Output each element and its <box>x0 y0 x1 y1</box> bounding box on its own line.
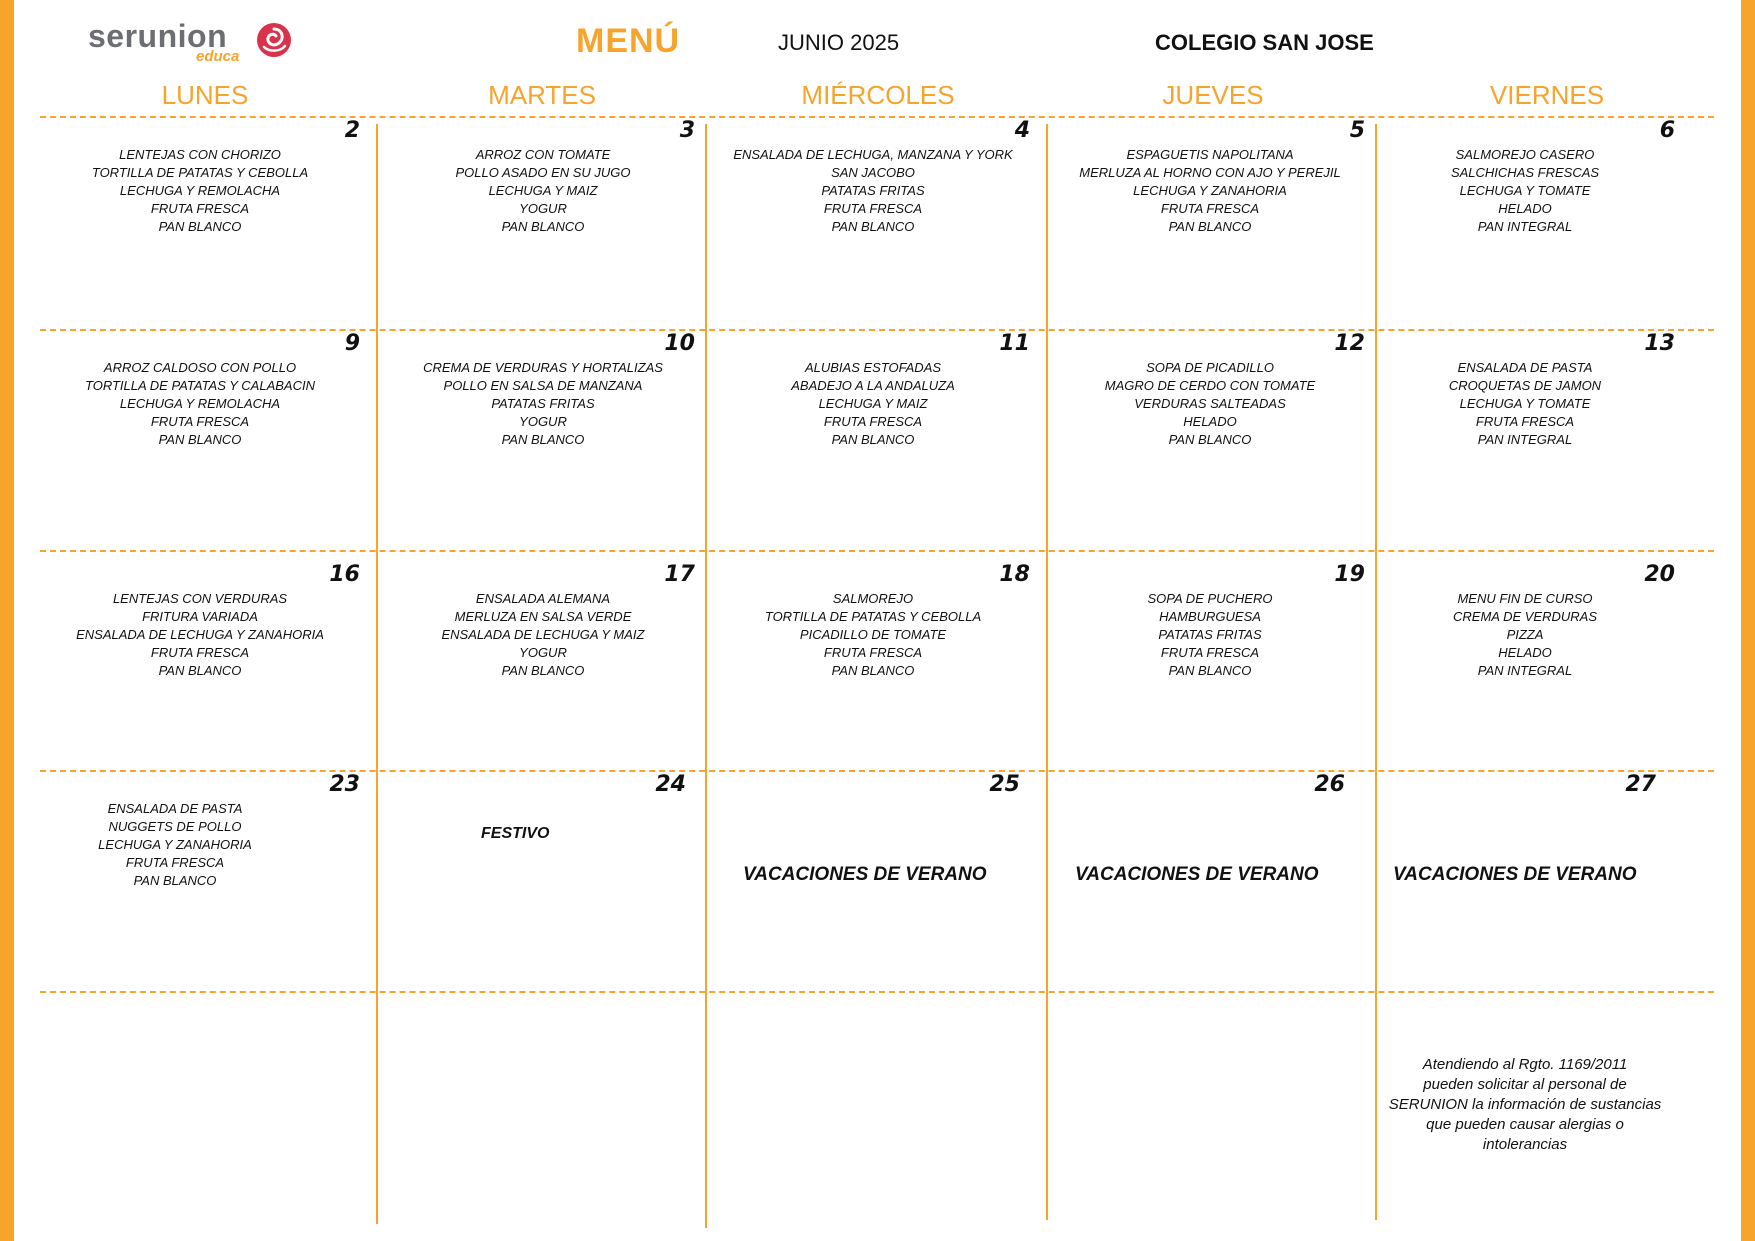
menu-item: ENSALADA DE LECHUGA Y MAIZ <box>441 627 645 642</box>
menu-item: PAN INTEGRAL <box>1477 432 1573 447</box>
note-line: pueden solicitar al personal de <box>1423 1076 1627 1093</box>
menu-item: HAMBURGUESA <box>1159 609 1261 624</box>
menu-item: LECHUGA Y ZANAHORIA <box>98 837 252 852</box>
menu-items <box>723 590 1023 680</box>
day-header-viernes: VIERNES <box>1489 80 1605 110</box>
menu-item: YOGUR <box>519 645 567 660</box>
holiday-label: FESTIVO <box>481 825 550 842</box>
menu-item: SALCHICHAS FRESCAS <box>1450 165 1600 180</box>
day-number: 17 <box>664 562 695 587</box>
menu-item: PAN INTEGRAL <box>1477 663 1573 678</box>
menu-item: PAN BLANCO <box>831 219 915 234</box>
menu-item: ARROZ CON TOMATE <box>475 147 611 162</box>
menu-items <box>60 590 340 680</box>
menu-item: MENU FIN DE CURSO <box>1457 591 1593 606</box>
menu-item: YOGUR <box>519 414 567 429</box>
day-number: 2 <box>344 118 360 143</box>
day-header-jueves: JUEVES <box>1162 80 1264 110</box>
menu-item: PATATAS FRITAS <box>1158 627 1262 642</box>
menu-item: FRUTA FRESCA <box>1160 201 1260 216</box>
menu-item: ALUBIAS ESTOFADAS <box>804 360 942 375</box>
menu-item: FRITURA VARIADA <box>142 609 258 624</box>
menu-item: CROQUETAS DE JAMON <box>1448 378 1602 393</box>
serunion-logo <box>88 18 298 66</box>
menu-item: PAN BLANCO <box>1168 432 1252 447</box>
day-number: 19 <box>1334 562 1365 587</box>
row-divider <box>40 991 1714 993</box>
menu-title: MENÚ <box>576 22 681 60</box>
left-border-bar <box>0 0 14 1241</box>
day-number: 4 <box>1014 118 1030 143</box>
menu-item: SALMOREJO <box>832 591 914 606</box>
day-number: 12 <box>1334 331 1365 356</box>
menu-item: TORTILLA DE PATATAS Y CEBOLLA <box>764 609 982 624</box>
row-divider <box>40 329 1714 331</box>
note-line: intolerancias <box>1482 1136 1568 1153</box>
menu-item: LECHUGA Y TOMATE <box>1459 183 1591 198</box>
menu-item: PAN BLANCO <box>158 219 242 234</box>
day-number: 13 <box>1644 331 1675 356</box>
column-divider <box>1375 124 1377 1220</box>
menu-item: CREMA DE VERDURAS <box>1453 609 1597 624</box>
day-number: 10 <box>664 331 695 356</box>
day-number: 18 <box>999 562 1030 587</box>
note-line: SERUNION la información de sustancias <box>1388 1096 1662 1113</box>
menu-item: PAN INTEGRAL <box>1477 219 1573 234</box>
menu-item: FRUTA FRESCA <box>150 201 250 216</box>
menu-item: LECHUGA Y REMOLACHA <box>119 396 281 411</box>
day-number: 27 <box>1625 772 1656 797</box>
menu-items <box>55 800 295 890</box>
menu-item: TORTILLA DE PATATAS Y CALABACIN <box>85 378 315 393</box>
menu-item: SAN JACOBO <box>831 165 915 180</box>
day-number: 9 <box>344 331 360 356</box>
menu-items <box>393 590 693 680</box>
menu-item: LECHUGA Y MAIZ <box>818 396 928 411</box>
day-number: 25 <box>989 772 1020 797</box>
menu-item: PATATAS FRITAS <box>491 396 595 411</box>
menu-items <box>60 359 340 449</box>
menu-item: ARROZ CALDOSO CON POLLO <box>103 360 297 375</box>
menu-items <box>393 146 693 236</box>
menu-item: YOGUR <box>519 201 567 216</box>
day-number: 26 <box>1314 772 1345 797</box>
menu-item: CREMA DE VERDURAS Y HORTALIZAS <box>423 360 663 375</box>
day-number: 3 <box>679 118 695 143</box>
menu-item: FRUTA FRESCA <box>1160 645 1260 660</box>
row-divider <box>40 550 1714 552</box>
vacation-label: VACACIONES DE VERANO <box>743 864 987 885</box>
menu-item: LECHUGA Y REMOLACHA <box>119 183 281 198</box>
menu-item: LENTEJAS CON CHORIZO <box>119 147 281 162</box>
menu-item: LECHUGA Y MAIZ <box>488 183 598 198</box>
menu-item: MERLUZA EN SALSA VERDE <box>454 609 632 624</box>
column-divider <box>705 124 707 1228</box>
menu-item: FRUTA FRESCA <box>823 645 923 660</box>
logo-text: serunion <box>88 18 228 54</box>
month-label: JUNIO 2025 <box>778 30 900 55</box>
menu-item: PATATAS FRITAS <box>821 183 925 198</box>
logo-subtext: educa <box>196 48 240 65</box>
menu-item: PAN BLANCO <box>831 432 915 447</box>
menu-item: ENSALADA DE LECHUGA Y ZANAHORIA <box>76 627 324 642</box>
menu-item: FRUTA FRESCA <box>150 645 250 660</box>
rose-logo-icon <box>254 20 294 60</box>
menu-item: PAN BLANCO <box>831 663 915 678</box>
day-number: 24 <box>655 772 686 797</box>
menu-item: VERDURAS SALTEADAS <box>1134 396 1286 411</box>
right-border-bar <box>1741 0 1755 1241</box>
menu-item: MERLUZA AL HORNO CON AJO Y PEREJIL <box>1079 165 1341 180</box>
menu-item: SOPA DE PUCHERO <box>1147 591 1273 606</box>
menu-items <box>1390 146 1660 236</box>
menu-item: FRUTA FRESCA <box>1475 414 1575 429</box>
menu-item: ABADEJO A LA ANDALUZA <box>791 378 955 393</box>
menu-item: PAN BLANCO <box>501 219 585 234</box>
menu-item: PIZZA <box>1506 627 1544 642</box>
menu-item: FRUTA FRESCA <box>823 414 923 429</box>
vacation-label: VACACIONES DE VERANO <box>1075 864 1319 885</box>
column-divider <box>1046 124 1048 1220</box>
day-header-martes: MARTES <box>488 80 596 110</box>
menu-item: PAN BLANCO <box>133 873 217 888</box>
menu-items <box>1390 359 1660 449</box>
vacation-label: VACACIONES DE VERANO <box>1393 864 1637 885</box>
menu-item: HELADO <box>1183 414 1237 429</box>
day-number: 11 <box>999 331 1030 356</box>
menu-item: TORTILLA DE PATATAS Y CEBOLLA <box>91 165 309 180</box>
menu-item: PAN BLANCO <box>158 432 242 447</box>
menu-item: PAN BLANCO <box>501 663 585 678</box>
column-divider <box>376 124 378 1224</box>
menu-item: NUGGETS DE POLLO <box>108 819 242 834</box>
school-name: COLEGIO SAN JOSE <box>1155 30 1374 55</box>
menu-item: ESPAGUETIS NAPOLITANA <box>1126 147 1294 162</box>
menu-item: HELADO <box>1498 645 1552 660</box>
menu-item: POLLO ASADO EN SU JUGO <box>455 165 631 180</box>
menu-item: ENSALADA DE PASTA <box>107 801 243 816</box>
menu-items <box>60 146 340 236</box>
menu-item: ENSALADA DE LECHUGA, MANZANA Y YORK <box>733 147 1013 162</box>
menu-items <box>723 146 1023 236</box>
menu-item: POLLO EN SALSA DE MANZANA <box>443 378 643 393</box>
menu-item: HELADO <box>1498 201 1552 216</box>
menu-items <box>1060 146 1360 236</box>
day-number: 20 <box>1644 562 1675 587</box>
menu-item: PAN BLANCO <box>501 432 585 447</box>
menu-items <box>723 359 1023 449</box>
row-divider <box>40 116 1714 118</box>
menu-item: FRUTA FRESCA <box>823 201 923 216</box>
menu-item: LECHUGA Y ZANAHORIA <box>1133 183 1287 198</box>
menu-item: ENSALADA DE PASTA <box>1457 360 1593 375</box>
day-number: 23 <box>329 772 360 797</box>
menu-items <box>1060 590 1360 680</box>
menu-item: MAGRO DE CERDO CON TOMATE <box>1104 378 1316 393</box>
menu-item: FRUTA FRESCA <box>150 414 250 429</box>
allergen-note <box>1385 1055 1665 1155</box>
menu-item: PICADILLO DE TOMATE <box>799 627 947 642</box>
menu-item: SOPA DE PICADILLO <box>1146 360 1274 375</box>
day-header-lunes: LUNES <box>161 80 249 110</box>
menu-item: PAN BLANCO <box>1168 219 1252 234</box>
day-number: 6 <box>1659 118 1675 143</box>
menu-item: PAN BLANCO <box>1168 663 1252 678</box>
menu-item: LECHUGA Y TOMATE <box>1459 396 1591 411</box>
menu-item: FRUTA FRESCA <box>125 855 225 870</box>
row-divider <box>40 770 1714 772</box>
menu-item: SALMOREJO CASERO <box>1455 147 1595 162</box>
menu-items <box>1060 359 1360 449</box>
day-header-miercoles: MIÉRCOLES <box>801 80 955 110</box>
menu-item: ENSALADA ALEMANA <box>475 591 611 606</box>
note-line: que pueden causar alergias o <box>1426 1116 1624 1133</box>
menu-item: PAN BLANCO <box>158 663 242 678</box>
day-number: 5 <box>1349 118 1365 143</box>
note-line: Atendiendo al Rgto. 1169/2011 <box>1422 1056 1628 1073</box>
menu-item: LENTEJAS CON VERDURAS <box>112 591 288 606</box>
menu-items <box>393 359 693 449</box>
menu-items <box>1390 590 1660 680</box>
day-number: 16 <box>329 562 360 587</box>
